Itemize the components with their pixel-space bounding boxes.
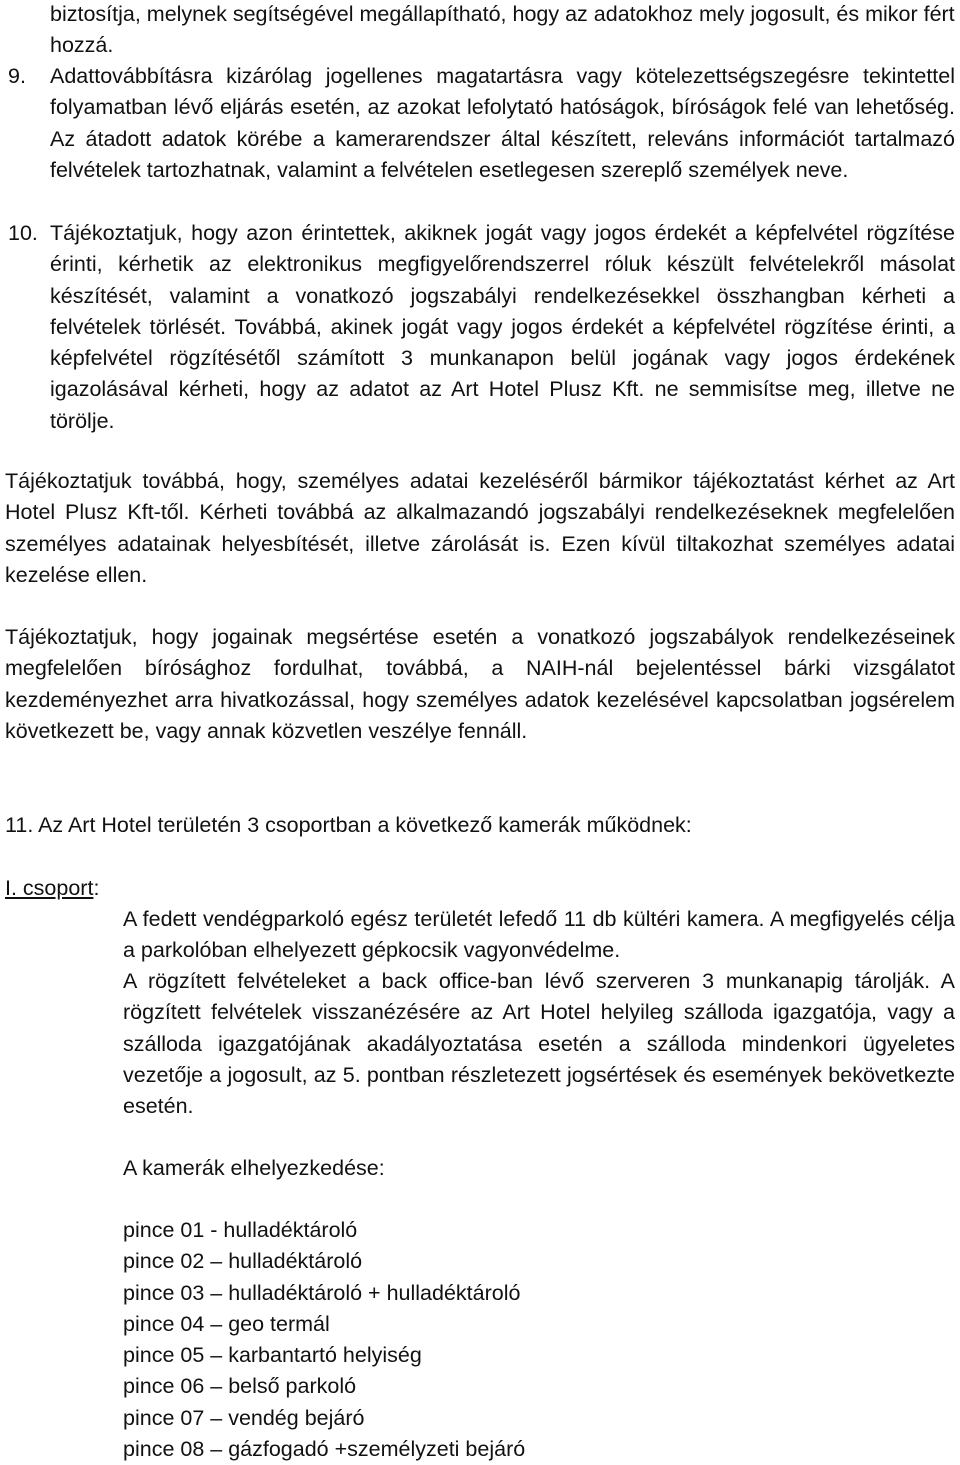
group-description: A fedett vendégparkoló egész területét lefedő 11 db kültéri kamera. A megfigyelés célja a parkolóban elhelyezett gépkocsik vagyonvédelme. [123, 907, 955, 963]
list-item: pince 08 – gázfogadó +személyzeti bejáró [123, 1437, 526, 1462]
list-item: pince 06 – belső parkoló [123, 1374, 357, 1399]
item-number: 9. [8, 64, 26, 88]
group-label-suffix: : [93, 876, 100, 900]
camera-list [123, 1215, 525, 1465]
group-label-text: I. csoport [5, 876, 94, 900]
item-text: Tájékoztatjuk, hogy azon érintettek, akiknek jogát vagy jogos érdekét a képfelvétel rögzítése érinti, kérhetik az elektronikus megfigyelőrendszerrel róluk készült felvételekről másolat készítését, valamint a vonatkozó jogszabályi rendelkezésekkel összhangban kérheti a felvételek törlését. Továbbá, akinek jogát vagy jogos érdekét a képfelvétel rögzítése érinti, a képfelvétel rögzítésétől számított 3 munkanapon belül jogának vagy jogos érdekének igazolásával kérheti, hogy az adatot az Art Hotel Plusz Kft. ne semmisítse meg, illetve ne törölje. [50, 221, 955, 433]
group-retention-text: A rögzített felvételeket a back office-ban lévő szerveren 3 munkanapig tárolják. A rögzített felvételek visszanézésére az Art Hotel helyileg szálloda igazgatója, vagy a szálloda igazgatójának akadályoztatása esetén a szálloda mindenkori ügyeletes vezetője a jogosult, az 5. pontban részletezett jogsértések és események bekövetkezte esetén. [123, 969, 955, 1119]
rights-info-paragraph: Tájékoztatjuk továbbá, hogy, személyes adatai kezeléséről bármikor tájékoztatást kérhet az Art Hotel Plusz Kft-től. Kérheti továbbá az alkalmazandó jogszabályi rendelkezéseknek megfelelően személyes adatainak helyesbítését, illetve zárolását is. Ezen kívül tiltakozhat személyes adatai kezelése ellen. [5, 469, 955, 587]
legal-remedy-paragraph: Tájékoztatjuk, hogy jogainak megsértése esetén a vonatkozó jogszabályok rendelkezéseinek megfelelően bírósághoz fordulhat, továbbá, a NAIH-nál bejelentéssel bárki vizsgálatot kezdeményezhet arra hivatkozással, hogy személyes adatok kezelésével kapcsolatban jogsérelem következett be, vagy annak közvetlen veszélye fennáll. [5, 625, 955, 743]
group-label [5, 873, 99, 904]
list-item: pince 02 – hulladéktároló [123, 1249, 363, 1274]
list-item: pince 01 - hulladéktároló [123, 1218, 358, 1242]
list-item: pince 07 – vendég bejáró [123, 1405, 365, 1430]
camera-placement-title: A kamerák elhelyezkedése: [123, 1156, 385, 1180]
item-number: 10. [8, 221, 38, 245]
list-item: pince 04 – geo termál [123, 1311, 330, 1336]
section-heading-11: 11. Az Art Hotel területén 3 csoportban a következő kamerák működnek: [5, 813, 692, 837]
item-text: Adattovábbításra kizárólag jogellenes magatartásra vagy kötelezettségszegésre tekintettel folyamatban lévő eljárás esetén, az azokat lefolytató hatóságok, bíróságok felé van lehetőség. Az átadott adatok körébe a kamerarendszer által készített, releváns információt tartalmazó felvételek tartozhatnak, valamint a felvételen esetlegesen szereplő személyek neve. [50, 64, 955, 182]
list-item: pince 05 – karbantartó helyiség [123, 1343, 422, 1368]
continuation-paragraph: biztosítja, melynek segítségével megállapítható, hogy az adatokhoz mely jogosult, és mikor fért hozzá. [50, 2, 955, 58]
list-item: pince 03 – hulladéktároló + hulladéktároló [123, 1280, 521, 1305]
